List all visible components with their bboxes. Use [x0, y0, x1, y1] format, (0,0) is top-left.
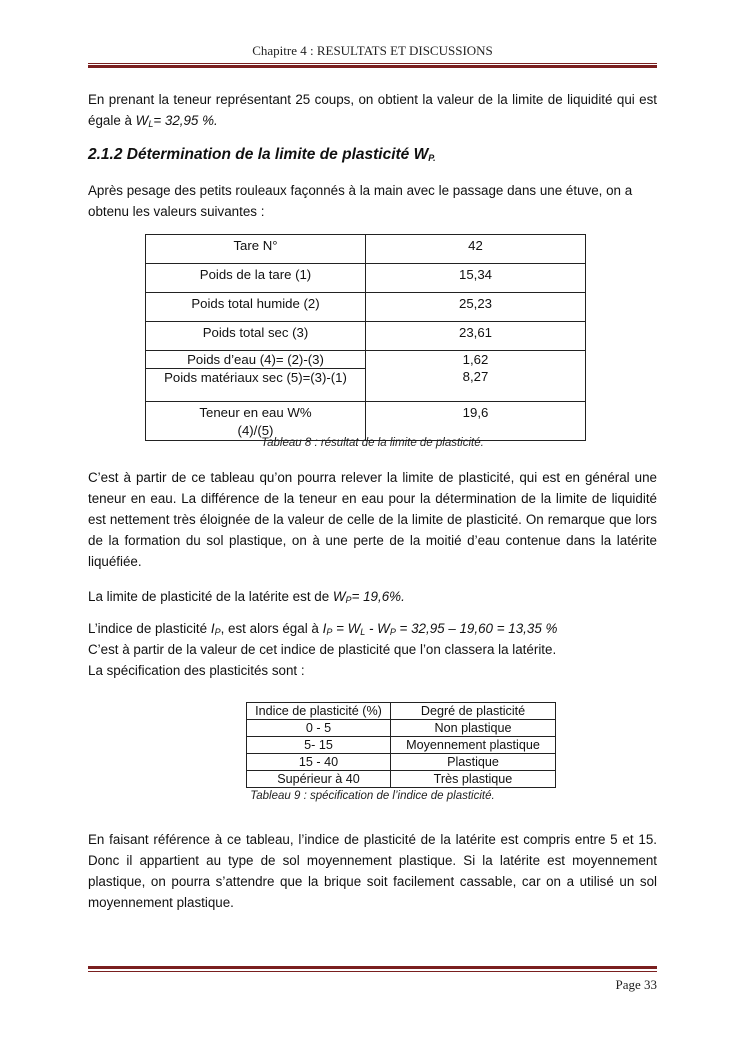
table-cell-label: Poids de la tare (1) [146, 264, 366, 293]
classification-line: C’est à partir de la valeur de cet indice de plasticité que l’on classera la latérite. [88, 642, 557, 657]
plasticity-specification-table [246, 702, 556, 788]
table-cell-value: 1,62 [462, 352, 489, 367]
table-cell-value: 19,6 [366, 402, 586, 441]
section-heading: 2.1.2 Détermination de la limite de plasticité $W_{P.}$ [88, 146, 436, 163]
conclusion-paragraph: En faisant référence à ce tableau, l’indice de plasticité de la latérite est compris entre 5 et 15. Donc il appartient au type de sol moyennement plastique. Si la latérite est moyennement plastique, on pourra s’attendre que la brique soit facilement cassable, car on a utilisé un sol moyennement plastique. [88, 832, 657, 910]
column-header-degree: Degré de plasticité [391, 703, 556, 720]
intro-text: En prenant la teneur représentant 25 coups, on obtient la valeur de la limite de liquidité qui est égale à [88, 92, 657, 128]
table-row [146, 235, 586, 264]
table-cell-degree: Très plastique [391, 771, 556, 788]
table-cell-degree: Moyennement plastique [391, 737, 556, 754]
chapter-header: Chapitre 4 : RESULTATS ET DISCUSSIONS [252, 43, 493, 58]
table-row [146, 264, 586, 293]
table-cell-label: Poids d’eau (4)= (2)-(3) [146, 351, 365, 369]
ip-symbol: $I_P$ [210, 621, 221, 637]
table-row [146, 351, 586, 402]
table-row [247, 720, 556, 737]
table-cell-label: Poids total sec (3) [146, 322, 366, 351]
table-cell-label: Poids total humide (2) [146, 293, 366, 322]
table-cell-value: 15,34 [366, 264, 586, 293]
table-cell-label: Poids matériaux sec (5)=(3)-(1) [164, 370, 347, 385]
plasticity-results-table [145, 234, 586, 441]
table-cell-index: Supérieur à 40 [247, 771, 391, 788]
plastic-limit-value: $W_P= 19,6\%$. [332, 589, 405, 605]
table8-caption: Tableau 8 : résultat de la limite de plasticité. [261, 437, 484, 449]
column-header-index: Indice de plasticité (%) [247, 703, 391, 720]
header-rule-thin [88, 63, 657, 64]
intro-paragraph [88, 89, 657, 131]
pesage-paragraph: Après pesage des petits rouleaux façonnés à la main avec le passage dans une étuve, on a obtenu les valeurs suivantes : [88, 183, 633, 219]
table-cell-label: Teneur en eau W% [199, 405, 312, 420]
table-row [146, 293, 586, 322]
table-cell-index: 5- 15 [247, 737, 391, 754]
table-cell-value: 8,27 [462, 369, 489, 384]
table-header-row [247, 703, 556, 720]
table-cell-value: 25,23 [366, 293, 586, 322]
table-row [146, 402, 586, 441]
plasticity-index-equation: $I_P = W_L - W_P = 32,95 - 19,60 = 13,35$ % [322, 621, 558, 637]
liquid-limit-value: $W_L= 32,95$ %. [135, 113, 218, 129]
footer-rule-thin [88, 971, 657, 972]
table-cell-label: Tare N° [146, 235, 366, 264]
footer-rule-thick [88, 966, 657, 969]
discussion-paragraph: C’est à partir de ce tableau qu’on pourra relever la limite de plasticité, qui est en général une teneur en eau. La différence de la teneur en eau pour la détermination de la limite de liquidité est nettement très éloignée de la valeur de celle de la limite de plasticité. On remarque que lors de la formation du sol plastique, on à une perte de la moitié d’eau contenue dans la latérite liquéfiée. [88, 470, 657, 569]
table-cell-value: 42 [366, 235, 586, 264]
table-cell-label-line2: (4)/(5) [237, 423, 274, 438]
table-cell-degree: Non plastique [391, 720, 556, 737]
plastic-limit-paragraph: La limite de plasticité de la latérite est de $W_P= 19,6\%$. [88, 589, 405, 605]
table-row [247, 754, 556, 771]
table-cell-index: 15 - 40 [247, 754, 391, 771]
specification-line: La spécification des plasticités sont : [88, 663, 305, 678]
table9-caption: Tableau 9 : spécification de l’indice de plasticité. [250, 790, 495, 802]
header-rule-thick [88, 65, 657, 68]
page-number: Page 33 [615, 977, 657, 992]
table-cell-degree: Plastique [391, 754, 556, 771]
table-cell-index: 0 - 5 [247, 720, 391, 737]
table-cell-value: 23,61 [366, 322, 586, 351]
table-row [247, 771, 556, 788]
table-row [146, 322, 586, 351]
table-row [247, 737, 556, 754]
plasticity-index-paragraph: L’indice de plasticité $I_P$, est alors égal à $I_P = W_L - W_P = 32,95 - 19,60 = 13,35$ % C’est à partir de la valeur de cet indice de plasticité que l’on classera la latérite. La spécification des plasticités sont : [88, 621, 558, 678]
